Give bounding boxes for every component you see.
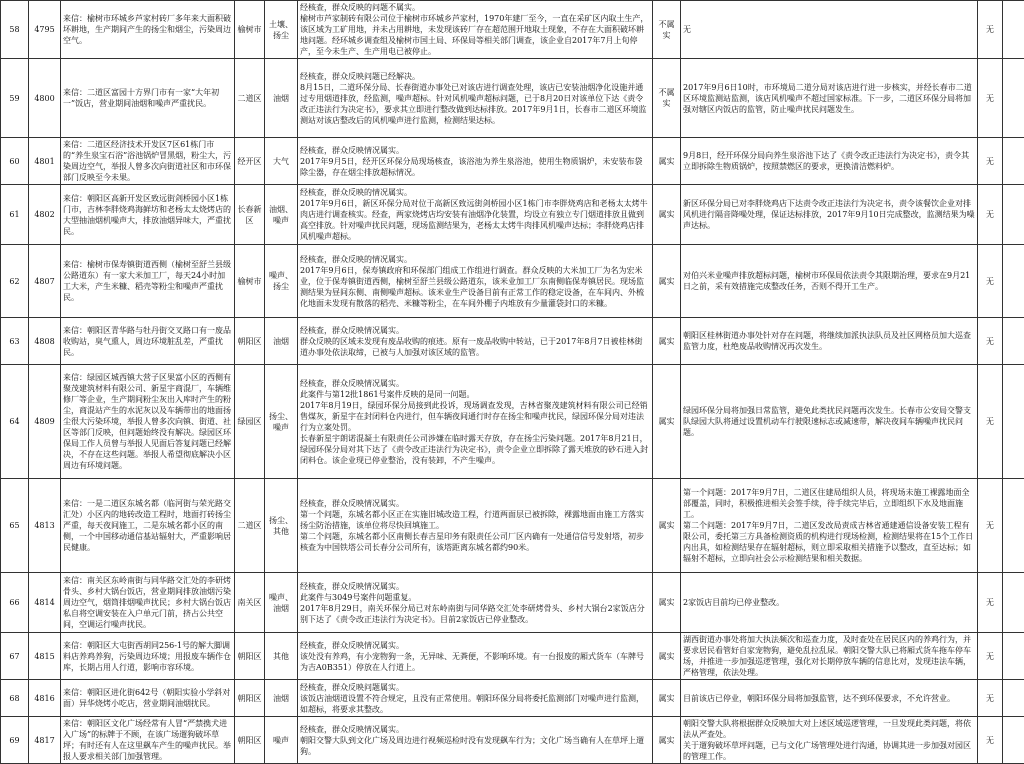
seq-cell: 58 (1, 1, 29, 59)
table-row (1, 138, 1024, 185)
blank-cell (1003, 59, 1024, 138)
complaint-cell: 来信：绿园区城西镇大营子区果富小区的西侧有聚茂建筑材料有限公司、新星宇商混厂，车辆维修厂等企业，生产期间粉尘灰出入库时产生的粉尘，商混站产生的水泥灰以及车辆带出的地面扬尘很大污染环境，举报人曾多次向镇、街道、社区等部门反映，但问题始终没有解决。绿园区环保局工作人员曾与举报人见面后答复问题已经解决，不存在这些问题。举报人希望彻底解决小区周边有环境问题。 (61, 365, 235, 479)
verdict-cell: 属实 (653, 365, 681, 479)
accountability-cell: 无 (978, 633, 1003, 680)
investigation-cell: 经核查，群众反映情况属实。 此案件与第12批1861号案件反映的是同一问题。 2017年8月19日，绿园环保分局接到此投诉，现场调查发现，吉林省聚茂建筑材料有限公司已经销售煤灰，新星宇在封闭料仓内进行，但车辆夜间通行时存在扬尘和噪声扰民，绿园环保分局对违法行为立案处罚。 长春新星宇朗诺混凝土有限责任公司涉嫌在临时露天存放，存在扬尘污染问题。2017年8月21日，绿园环保分局对其下达了《责令改正违法行为决定书》，责令企业立即拆除了露天堆放的砂石进入封闭料仓。该企业现已停业整治，没有装卸，不产生噪声。 (298, 365, 653, 479)
seq-cell: 63 (1, 318, 29, 365)
handling-cell: 2家饭店目前均已停业整改。 (681, 573, 978, 633)
investigation-cell: 经核查，群众反映情况属实。 群众反映的区域未发现有废品收购的痕迹。原有一废品收购中转站，已于2017年8月7日被桂林街道办事处依法取缔，已被与人加强对该区域的监管。 (298, 318, 653, 365)
blank-cell (1003, 318, 1024, 365)
accountability-cell: 无 (978, 717, 1003, 764)
handling-cell: 第一个问题：2017年9月7日，二道区住建局组织人员，将现场未施工裸露地面全部覆盖，同时，积极推进相关会签手续，待手续完毕后，立即组织下水及地面施工。 第二个问题：2017年9月7日，二道区发改局责成吉林省通建通信设备安装工程有限公司，委托第三方具备检测资质的机构进行现场检测，检测结果将在15个工作日内出具，如检测结果存在辐射超标，则立即采取相关措施予以整改，直至达标；如辐射不超标，立即向社会公示检测结果和相关数据。 (681, 479, 978, 573)
type-cell: 其他 (265, 633, 298, 680)
handling-cell: 无 (681, 1, 978, 59)
case-id-cell: 4801 (29, 138, 61, 185)
handling-cell: 绿园环保分局将加强日常监管，避免此类扰民问题再次发生。长春市公安局交警支队绿园大队将通过设置机动车行驶限速标志或减速带，解决夜间车辆噪声扰民问题。 (681, 365, 978, 479)
district-cell: 榆树市 (235, 245, 265, 318)
accountability-cell: 无 (978, 680, 1003, 717)
accountability-cell: 无 (978, 573, 1003, 633)
table-row (1, 717, 1024, 764)
type-cell: 油烟 (265, 680, 298, 717)
blank-cell (1003, 633, 1024, 680)
case-id-cell: 4817 (29, 717, 61, 764)
district-cell: 南关区 (235, 573, 265, 633)
table-row (1, 245, 1024, 318)
accountability-cell: 无 (978, 365, 1003, 479)
table-row (1, 185, 1024, 245)
type-cell: 噪声、扬尘 (265, 245, 298, 318)
case-id-cell: 4807 (29, 245, 61, 318)
complaint-cell: 来信：朝阳区进化街642号（朝阳实验小学斜对面）异华烧烤小吃店，营业期间油烟扰民。 (61, 680, 235, 717)
seq-cell: 62 (1, 245, 29, 318)
accountability-cell: 无 (978, 138, 1003, 185)
complaint-cell: 来信：二道区经济技术开发区7区61栋门市的“养生泉宝石浴”浴池锅炉冒黑烟，粉尘大，污染周边空气，举报人曾多次向街道社区和市环保部门反映至今未果。 (61, 138, 235, 185)
handling-cell: 朝阳区桂林街道办事处针对存在问题，将继续加派执法队员及社区网格员加大巡查监管力度，杜绝废品收购情况再次发生。 (681, 318, 978, 365)
blank-cell (1003, 138, 1024, 185)
investigation-cell: 经核查，群众反映问题已经解决。 8月15日，二道环保分局、长春街道办事处已对该店进行调查处理，该店已安装油烟净化设施并通过专用烟道排放，经监测，噪声超标。针对风机噪声超标问题，已于8月20日对该单位下达《责令改正违法行为决定书》，要求其立即进行整改做到达标排放。2017年9月1日，长春市二道区环境监测站对该店整改后的风机噪声进行监测，检测结果达标。 (298, 59, 653, 138)
complaint-cell: 来信：朝阳区青华路与牡丹街交叉路口有一废品收购站，臭气熏人，周边环境脏乱差，严重扰民。 (61, 318, 235, 365)
seq-cell: 65 (1, 479, 29, 573)
blank-cell (1003, 573, 1024, 633)
complaint-cell: 来信：南关区东岭南街与同华路交汇处的李研烤骨头、乡村大锅台饭店，营业期间排放油烟污染周边空气，烟筒排烟噪声扰民；乡村大锅台饭店私自将空调安装在入户单元门前，挤占公共空间，空调运行噪声扰民。 (61, 573, 235, 633)
table-row (1, 573, 1024, 633)
investigation-cell: 经核查，群众反映情况属实。 2017年9月5日，经开区环保分局现场核查，该浴池为养生泉浴池，使用生物质锅炉，未安装布袋除尘器，存在烟尘排放超标情况。 (298, 138, 653, 185)
handling-cell: 朝阳交警大队将根据群众反映加大对上述区域巡逻管理，一旦发现此类问题，将依法从严查处。 关于遛狗破坏草坪问题，已与文化广场管理处进行沟通，协调其进一步加强对园区的管理工作。 (681, 717, 978, 764)
accountability-cell: 无 (978, 185, 1003, 245)
table-body (1, 1, 1024, 764)
district-cell: 长春新区 (235, 185, 265, 245)
complaint-cell: 来信：榆树市保寿镇街道西侧（榆树至舒兰县级公路道东）有一家大米加工厂，每天24小时加工大米，产生米糠、稻壳等粉尘和噪声严重扰民。 (61, 245, 235, 318)
type-cell: 土壤、扬尘 (265, 1, 298, 59)
handling-cell: 2017年9月6日10时，市环境局二道分局对该店进行进一步核实，并经长春市二道区环境监测站监测，该店风机噪声不超过国家标准。下一步，二道区环保分局将加强对辖区内饭店的监管，防止噪声扰民问题发生。 (681, 59, 978, 138)
type-cell: 大气 (265, 138, 298, 185)
complaint-cell: 来信：朝阳区大屯街西胡同256-1号的解大脚调料店养鸡养狗，污染周边环境；用报废车辆作仓库，长期占用人行道，影响市容环境。 (61, 633, 235, 680)
table-row (1, 680, 1024, 717)
district-cell: 经开区 (235, 138, 265, 185)
handling-cell: 新区环保分局已对李胖烧鸡店下达责令改正违法行为决定书，责令该餐饮企业对排风机进行隔音降噪处理，保证达标排放，2017年9月10日完成整改，监测结果为噪声达标。 (681, 185, 978, 245)
investigation-cell: 经核查，群众反映情况属实。 第一个问题，东城名都小区正在实施旧城改造工程，行道两面层已被拆除，裸露地面由施工方落实扬尘防治措施，该单位将尽快回填施工。 第二个问题，东城名都小区南侧长春吉星印务有限责任公司厂区内确有一处通信信号发射塔，初步核查为中国铁塔公司长春分公司所有，该塔距离东城名都约90米。 (298, 479, 653, 573)
investigation-cell: 经核查，群众反映的问题不属实。 榆树市芦家制砖有限公司位于榆树市环城乡芦家村，1970年建厂至今，一直在采矿区内取土生产，该区域为工矿用地，并未占用耕地，未发现该砖厂存在超范围开地取土现象，不存在大面积破坏耕地问题。经环城乡调查组及榆树市国土局、环保局等相关部门调查，该企业自2017年7月上旬停产，至今未生产、生产用电已被停止。 (298, 1, 653, 59)
case-id-cell: 4808 (29, 318, 61, 365)
district-cell: 朝阳区 (235, 717, 265, 764)
verdict-cell: 属实 (653, 680, 681, 717)
complaint-cell: 来信：朝阳区高新开发区致远街剑桥园小区1栋门市，吉林李胖烧鸡海鲜坊和老杨太太烧烤店的大型抽油烟机噪声大，排放油烟异味大，严重扰民。 (61, 185, 235, 245)
type-cell: 噪声 (265, 717, 298, 764)
verdict-cell: 不属实 (653, 1, 681, 59)
case-id-cell: 4795 (29, 1, 61, 59)
type-cell: 扬尘、其他 (265, 479, 298, 573)
verdict-cell: 属实 (653, 633, 681, 680)
type-cell: 扬尘、噪声 (265, 365, 298, 479)
seq-cell: 68 (1, 680, 29, 717)
type-cell: 油烟、噪声 (265, 185, 298, 245)
investigation-cell: 经核查，群众反映情况属实。 此案件与3049号案件问题重复。 2017年8月29日，南关环保分局已对东岭南街与同华路交汇处李研烤骨头、乡村大锅台2家饭店分别下达了《责令改正违法行为决定书》。目前2家饭店已停业整改。 (298, 573, 653, 633)
type-cell: 油烟 (265, 318, 298, 365)
complaint-cell: 来信：二道区富园十方界门市有一家“大年初一”饭店，营业期间油烟和噪声严重扰民。 (61, 59, 235, 138)
blank-cell (1003, 717, 1024, 764)
blank-cell (1003, 365, 1024, 479)
case-id-cell: 4809 (29, 365, 61, 479)
district-cell: 朝阳区 (235, 633, 265, 680)
case-id-cell: 4802 (29, 185, 61, 245)
district-cell: 绿园区 (235, 365, 265, 479)
type-cell: 油烟 (265, 59, 298, 138)
blank-cell (1003, 680, 1024, 717)
district-cell: 二道区 (235, 59, 265, 138)
district-cell: 二道区 (235, 479, 265, 573)
seq-cell: 64 (1, 365, 29, 479)
table-row (1, 1, 1024, 59)
investigation-cell: 经核查，群众反映情况属实。 朝阳交警大队到文化广场及周边进行视频巡检时没有发现飙车行为；文化广场当确有人在草坪上遛狗。 (298, 717, 653, 764)
case-id-cell: 4816 (29, 680, 61, 717)
complaint-cell: 来信：一是二道区东城名都（临河街与荣光路交汇处）小区内的地砖改造工程时，地面打砖扬尘严重，每天夜间施工，二是东城名都小区的南侧，一个中国移动通信基站辐射大，严重影响居民健康。 (61, 479, 235, 573)
blank-cell (1003, 185, 1024, 245)
case-id-cell: 4815 (29, 633, 61, 680)
accountability-cell: 无 (978, 245, 1003, 318)
handling-cell: 湖西街道办事处将加大执法频次和巡查力度，及时查处在居民区内的养鸡行为，并要求居民看管好自家宠物狗，避免乱拉乱尿。朝阳交警大队已将厢式货车拖车停车场，并推进一步加强巡逻管理，强化对长期停放车辆的信息比对，发现违法车辆，严格管理，依法处理。 (681, 633, 978, 680)
blank-cell (1003, 1, 1024, 59)
investigation-cell: 经核查，群众反映问题属实。 该饭店油烟道设置不符合规定，且没有正常使用。朝阳环保分局将委托监测部门对噪声进行监测，如超标，将要求其整改。 (298, 680, 653, 717)
seq-cell: 59 (1, 59, 29, 138)
table-row (1, 633, 1024, 680)
verdict-cell: 属实 (653, 245, 681, 318)
case-id-cell: 4814 (29, 573, 61, 633)
verdict-cell: 属实 (653, 479, 681, 573)
investigation-cell: 经核查，群众反映情况属实。 该处没有养鸡，有小宠物狗一条，无异味、无粪便，不影响环境。有一台报废的厢式货车（车牌号为吉A0B351）停放在人行道上。 (298, 633, 653, 680)
blank-cell (1003, 245, 1024, 318)
type-cell: 噪声、油烟 (265, 573, 298, 633)
verdict-cell: 属实 (653, 717, 681, 764)
accountability-cell: 无 (978, 479, 1003, 573)
district-cell: 榆树市 (235, 1, 265, 59)
table-row (1, 59, 1024, 138)
complaint-cell: 来信：榆树市环城乡芦家村砖厂多年来大面积破坏耕地，生产期间产生的扬尘和烟尘，污染周边空气。 (61, 1, 235, 59)
accountability-cell: 无 (978, 1, 1003, 59)
investigation-cell: 经核查，群众反映的情况属实。 2017年9月6日，保寿镇政府和环保部门组成工作组进行调查。群众反映的大米加工厂为名为宏米业，位于保寿镇街道西侧，榆树至舒兰县级公路道东，该米业加工厂东南侧临保寿镇居民。现场监测结果为昼间东侧、南侧噪声超标。该米业生产设备目前有正常工作的稳定设备，在车间内、外梳化地面未发现有散落的稻壳、米糠等粉尘，在车间外棚子内堆放有少量灌袋封口的米糠。 (298, 245, 653, 318)
investigation-cell: 经核查，群众反映的情况属实。 2017年9月6日，新区环保分局对位于高新区致远街剑桥园小区1栋门市李胖烧鸡店和老杨太太烤牛肉店进行调查核实。经查，两家烧烤店均安装有油烟净化装置，均设立有独立专门烟道排放且做到高空排放。针对噪声扰民问题，现场监测结果为，老杨太太烤牛肉排风机噪声达标；李胖烧鸡店排风机噪声超标。 (298, 185, 653, 245)
seq-cell: 61 (1, 185, 29, 245)
case-id-cell: 4800 (29, 59, 61, 138)
table-row (1, 479, 1024, 573)
district-cell: 朝阳区 (235, 680, 265, 717)
verdict-cell: 属实 (653, 138, 681, 185)
seq-cell: 66 (1, 573, 29, 633)
seq-cell: 67 (1, 633, 29, 680)
table-row (1, 365, 1024, 479)
accountability-cell: 无 (978, 59, 1003, 138)
complaint-cell: 来信：朝阳区文化广场经常有人冒“严禁携犬进入广场”的标牌于不顾，在该广场遛狗破坏草坪；有时还有人在这里飙车产生的噪声扰民。举报人要求相关部门加强管理。 (61, 717, 235, 764)
seq-cell: 69 (1, 717, 29, 764)
verdict-cell: 不属实 (653, 59, 681, 138)
blank-cell (1003, 479, 1024, 573)
verdict-cell: 属实 (653, 185, 681, 245)
handling-cell: 9月8日，经开环保分局向养生泉浴池下达了《责令改正违法行为决定书》，责令其立即拆除生物质锅炉，按照禁燃区的要求，更换清洁燃料炉。 (681, 138, 978, 185)
verdict-cell: 属实 (653, 318, 681, 365)
seq-cell: 60 (1, 138, 29, 185)
handling-cell: 目前该店已停业，朝阳环保分局将加强监管，达不到环保要求，不允许营业。 (681, 680, 978, 717)
verdict-cell: 属实 (653, 573, 681, 633)
case-id-cell: 4813 (29, 479, 61, 573)
district-cell: 朝阳区 (235, 318, 265, 365)
handling-cell: 对伯兴米业噪声排放超标问题，榆树市环保局依法责令其限期治理，要求在9月21日之前，采有效措施完成整改任务，否则不得开工生产。 (681, 245, 978, 318)
accountability-cell: 无 (978, 318, 1003, 365)
table-row (1, 318, 1024, 365)
